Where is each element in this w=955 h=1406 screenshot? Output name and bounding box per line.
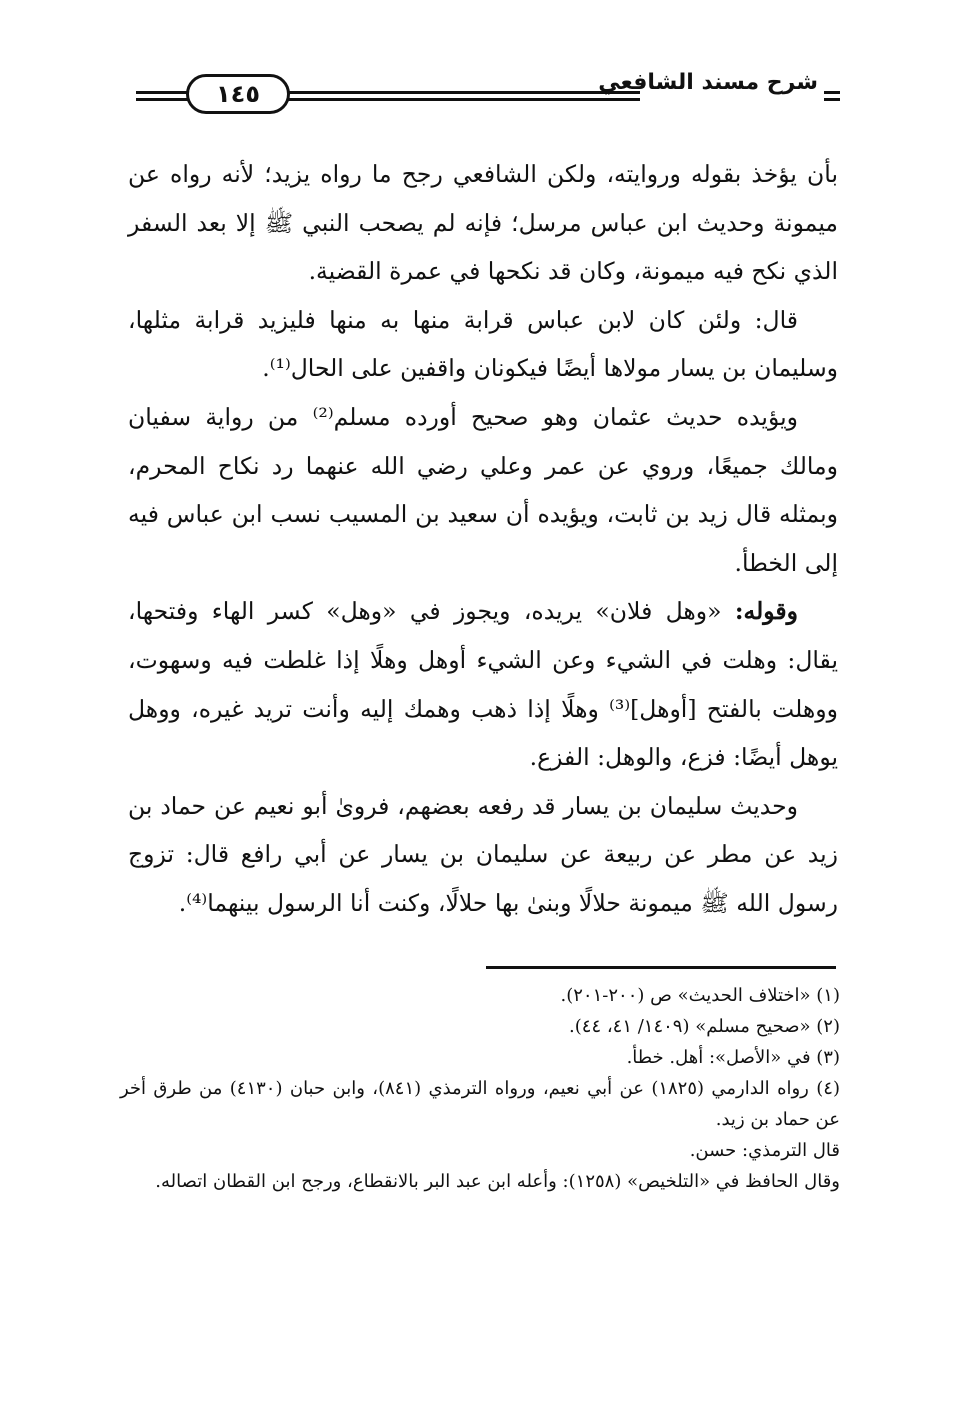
footnote: (٣) في «الأصل»: أهل. خطأ. (626, 1047, 840, 1068)
book-title: شرح مسند الشافعي (598, 70, 818, 95)
main-text (128, 150, 838, 928)
footnote: (٢) «صحيح مسلم» (١٤٠٩/ ٤١، ٤٤). (569, 1016, 840, 1037)
footnote: (٤) رواه الدارمي (١٨٢٥) عن أبي نعيم، ورواه الترمذي (٨٤١)، وابن حبان (٤١٣٠) من طرق أخر عن حماد بن زيد. (120, 1078, 840, 1130)
footnote: (١) «اختلاف الحديث» ص (٢٠٠-٢٠١). (560, 985, 840, 1006)
paragraph: بأن يؤخذ بقوله وروايته، ولكن الشافعي رجح ما رواه يزيد؛ لأنه رواه عن ميمونة وحديث ابن عباس مرسل؛ فإنه لم يصحب النبي ﷺ إلا بعد السفر الذي نكح فيه ميمونة، وكان قد نكحها في عمرة القضية. (128, 160, 838, 286)
header-rule (288, 98, 640, 101)
paragraph-lead: وقوله: (734, 597, 798, 626)
paragraph: وحديث سليمان بن يسار قد رفعه بعضهم، فروىٰ أبو نعيم عن حماد بن زيد عن مطر عن ربيعة عن سليمان بن يسار عن أبي رافع قال: تزوج رسول الله ﷺ ميمونة حلالًا وبنىٰ بها حلالًا، وكنت أنا الرسول بينهما⁽⁴⁾. (128, 791, 838, 917)
header-rule (288, 91, 640, 94)
header-rule (824, 98, 840, 101)
header-rule (824, 91, 840, 94)
paragraph: ويؤيده حديث عثمان وهو صحيح أورده مسلم⁽²⁾ من رواية سفيان ومالك جميعًا، وروي عن عمر وعلي رضي الله عنهما رد نكاح المحرم، وبمثله قال زيد بن ثابت، ويؤيده أن سعيد بن المسيب نسب ابن عباس فيه إلى الخطأ. (128, 402, 838, 577)
footnote-separator (486, 966, 836, 969)
header-rule (136, 91, 188, 94)
footnotes (120, 980, 840, 1197)
paragraph (128, 587, 838, 781)
footnote-note: وقال الحافظ في «التلخيص» (١٢٥٨): وأعله ابن عبد البر بالانقطاع، ورجح ابن القطان اتصاله. (155, 1171, 840, 1192)
header-rule (136, 98, 188, 101)
paragraph-body: «وهل فلان» يريده، ويجوز في «وهل» كسر الهاء وفتحها، يقال: وهلت في الشيء وعن الشيء أوهل وهلًا إذا غلطت فيه وسهوت، ووهلت بالفتح [أوهل]⁽³⁾ وهلًا إذا ذهب وهمك إليه وأنت تريد غيره، ووهل يوهل أيضًا: فزع، والوهل: الفزع. (128, 597, 838, 772)
paragraph: قال: ولئن كان لابن عباس قرابة منها به منها فليزيد قرابة مثلها، وسليمان بن يسار مولاها أيضًا فيكونان واقفين على الحال⁽¹⁾. (128, 305, 838, 383)
page-number: ١٤٥ (186, 74, 290, 114)
footnote-note: قال الترمذي: حسن. (689, 1140, 840, 1161)
running-header (128, 62, 840, 124)
